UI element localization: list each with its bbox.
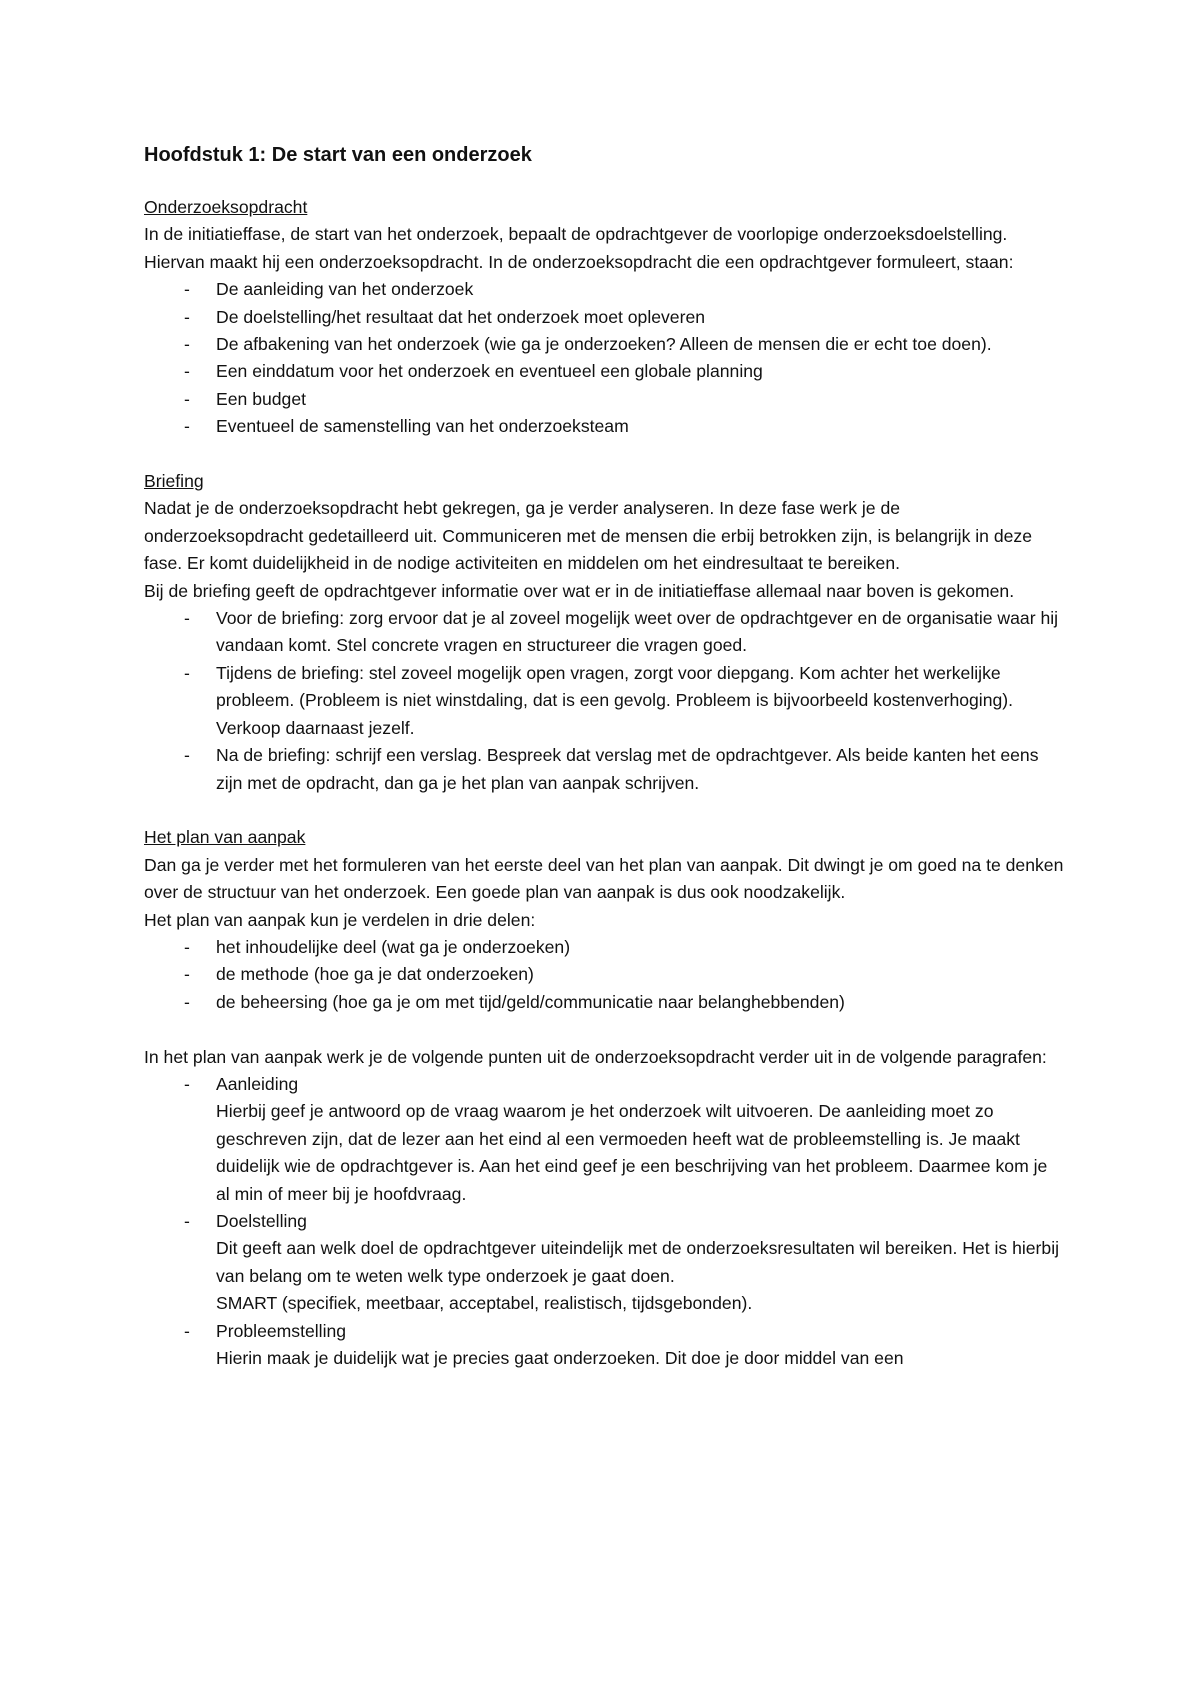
- dash-bullet: -: [184, 1210, 190, 1231]
- paragraph: Dan ga je verder met het formuleren van het eerste deel van het plan van aanpak. Dit dwingt je om goed na te denken over de structuur van het onderzoek. Een goede plan van aanpak is dus ook noodzakelijk.: [144, 854, 1064, 903]
- paragraph: Nadat je de onderzoeksopdracht hebt gekregen, ga je verder analyseren. In deze fase werk je de onderzoeksopdracht gedetailleerd uit. Communiceren met de mensen die erbij betrokken zijn, is belangrijk in deze fase. Er komt duidelijkheid in de nodige activiteiten en middelen om het eindresultaat te bereiken.: [144, 498, 1032, 574]
- section-heading: Het plan van aanpak: [144, 827, 306, 848]
- spacer: [144, 1016, 1064, 1043]
- dash-bullet: -: [184, 1073, 190, 1094]
- list-item-text: De aanleiding van het onderzoek: [216, 279, 474, 300]
- list-item: [144, 331, 1064, 358]
- list-item-text: De afbakening van het onderzoek (wie ga je onderzoeken? Alleen de mensen die er echt toe doen).: [216, 334, 992, 355]
- paragraph: In de initiatieffase, de start van het onderzoek, bepaalt de opdrachtgever de voorlopige onderzoeksdoelstelling. Hiervan maakt hij een onderzoeksopdracht. In de onderzoeksopdracht die een opdrachtgever formuleert, staan:: [144, 224, 1014, 272]
- list-item: [144, 304, 1064, 331]
- list-item: [144, 1071, 1064, 1208]
- list-item-text: de beheersing (hoe ga je om met tijd/geld/communicatie naar belanghebbenden): [216, 991, 845, 1012]
- list-item-text: de methode (hoe ga je dat onderzoeken): [216, 964, 534, 985]
- dash-bullet: -: [184, 745, 190, 766]
- document-page: [144, 140, 1064, 1372]
- page-title: Hoofdstuk 1: De start van een onderzoek: [144, 144, 532, 166]
- list-item-text: De doelstelling/het resultaat dat het onderzoek moet opleveren: [216, 306, 706, 327]
- section-plan-van-aanpak: [144, 824, 1064, 1372]
- spacer: [144, 797, 1064, 824]
- list-item-text: Dit geeft aan welk doel de opdrachtgever uiteindelijk met de onderzoeksresultaten wil bereiken. Het is hierbij van belang om te weten welk type onderzoek je gaat doen.: [216, 1238, 1060, 1286]
- list-item-label: Probleemstelling: [216, 1320, 347, 1341]
- dash-bullet: -: [184, 608, 190, 629]
- dash-bullet: -: [184, 991, 190, 1012]
- dash-bullet: -: [184, 1320, 190, 1341]
- list-item: [144, 660, 1064, 742]
- bullet-list: [144, 934, 1064, 1016]
- list-item-label: Aanleiding: [216, 1073, 299, 1094]
- dash-bullet: -: [184, 279, 190, 300]
- bullet-list: [144, 605, 1064, 797]
- list-item: [144, 961, 1064, 988]
- paragraph: Het plan van aanpak kun je verdelen in drie delen:: [144, 909, 536, 930]
- list-item-text: het inhoudelijke deel (wat ga je onderzoeken): [216, 936, 571, 957]
- list-item: [144, 386, 1064, 413]
- bullet-list: [144, 276, 1064, 440]
- section-briefing: [144, 468, 1064, 797]
- paragraph: In het plan van aanpak werk je de volgende punten uit de onderzoeksopdracht verder uit in de volgende paragrafen:: [144, 1046, 1047, 1067]
- list-item-text: Hierbij geef je antwoord op de vraag waarom je het onderzoek wilt uitvoeren. De aanleiding moet zo geschreven zijn, dat de lezer aan het eind al een vermoeden heeft wat de probleemstelling is. Je maakt duidelijk wie de opdrachtgever is. Aan het eind geef je een beschrijving van het probleem. Daarmee kom je al min of meer bij je hoofdvraag.: [216, 1101, 1048, 1204]
- list-item: [144, 989, 1064, 1016]
- list-item-text: Een einddatum voor het onderzoek en eventueel een globale planning: [216, 361, 763, 382]
- dash-bullet: -: [184, 662, 190, 683]
- list-item: [144, 742, 1064, 797]
- dash-bullet: -: [184, 334, 190, 355]
- list-item-label: Doelstelling: [216, 1210, 307, 1231]
- list-item: [144, 1318, 1064, 1373]
- list-item: [144, 276, 1064, 303]
- list-item-text: Tijdens de briefing: stel zoveel mogelijk open vragen, zorgt voor diepgang. Kom achter het werkelijke probleem. (Probleem is niet winstdaling, dat is een gevolg. Probleem is bijvoorbeeld kostenverhoging). Verkoop daarnaast jezelf.: [216, 662, 1014, 738]
- dash-bullet: -: [184, 964, 190, 985]
- list-item-text: SMART (specifiek, meetbaar, acceptabel, realistisch, tijdsgebonden).: [216, 1293, 753, 1314]
- list-item: [144, 1208, 1064, 1318]
- list-item-text: Hierin maak je duidelijk wat je precies gaat onderzoeken. Dit doe je door middel van een: [216, 1348, 904, 1369]
- list-item: [144, 934, 1064, 961]
- list-item: [144, 605, 1064, 660]
- section-onderzoeksopdracht: [144, 194, 1064, 441]
- section-heading: Onderzoeksopdracht: [144, 197, 308, 217]
- paragraph-list: [144, 1071, 1064, 1372]
- paragraph: Bij de briefing geeft de opdrachtgever informatie over wat er in de initiatieffase allemaal naar boven is gekomen.: [144, 580, 1015, 601]
- list-item: [144, 413, 1064, 440]
- list-item-text: Eventueel de samenstelling van het onderzoeksteam: [216, 416, 629, 437]
- list-item-text: Voor de briefing: zorg ervoor dat je al zoveel mogelijk weet over de opdrachtgever en de organisatie waar hij vandaan komt. Stel concrete vragen en structureer die vragen goed.: [216, 608, 1059, 656]
- dash-bullet: -: [184, 361, 190, 382]
- dash-bullet: -: [184, 416, 190, 437]
- section-heading: Briefing: [144, 471, 204, 492]
- list-item: [144, 358, 1064, 385]
- dash-bullet: -: [184, 388, 190, 409]
- list-item-text: Een budget: [216, 388, 307, 409]
- dash-bullet: -: [184, 936, 190, 957]
- spacer: [144, 441, 1064, 468]
- dash-bullet: -: [184, 306, 190, 327]
- list-item-text: Na de briefing: schrijf een verslag. Bespreek dat verslag met de opdrachtgever. Als beide kanten het eens zijn met de opdracht, dan ga je het plan van aanpak schrijven.: [216, 745, 1039, 793]
